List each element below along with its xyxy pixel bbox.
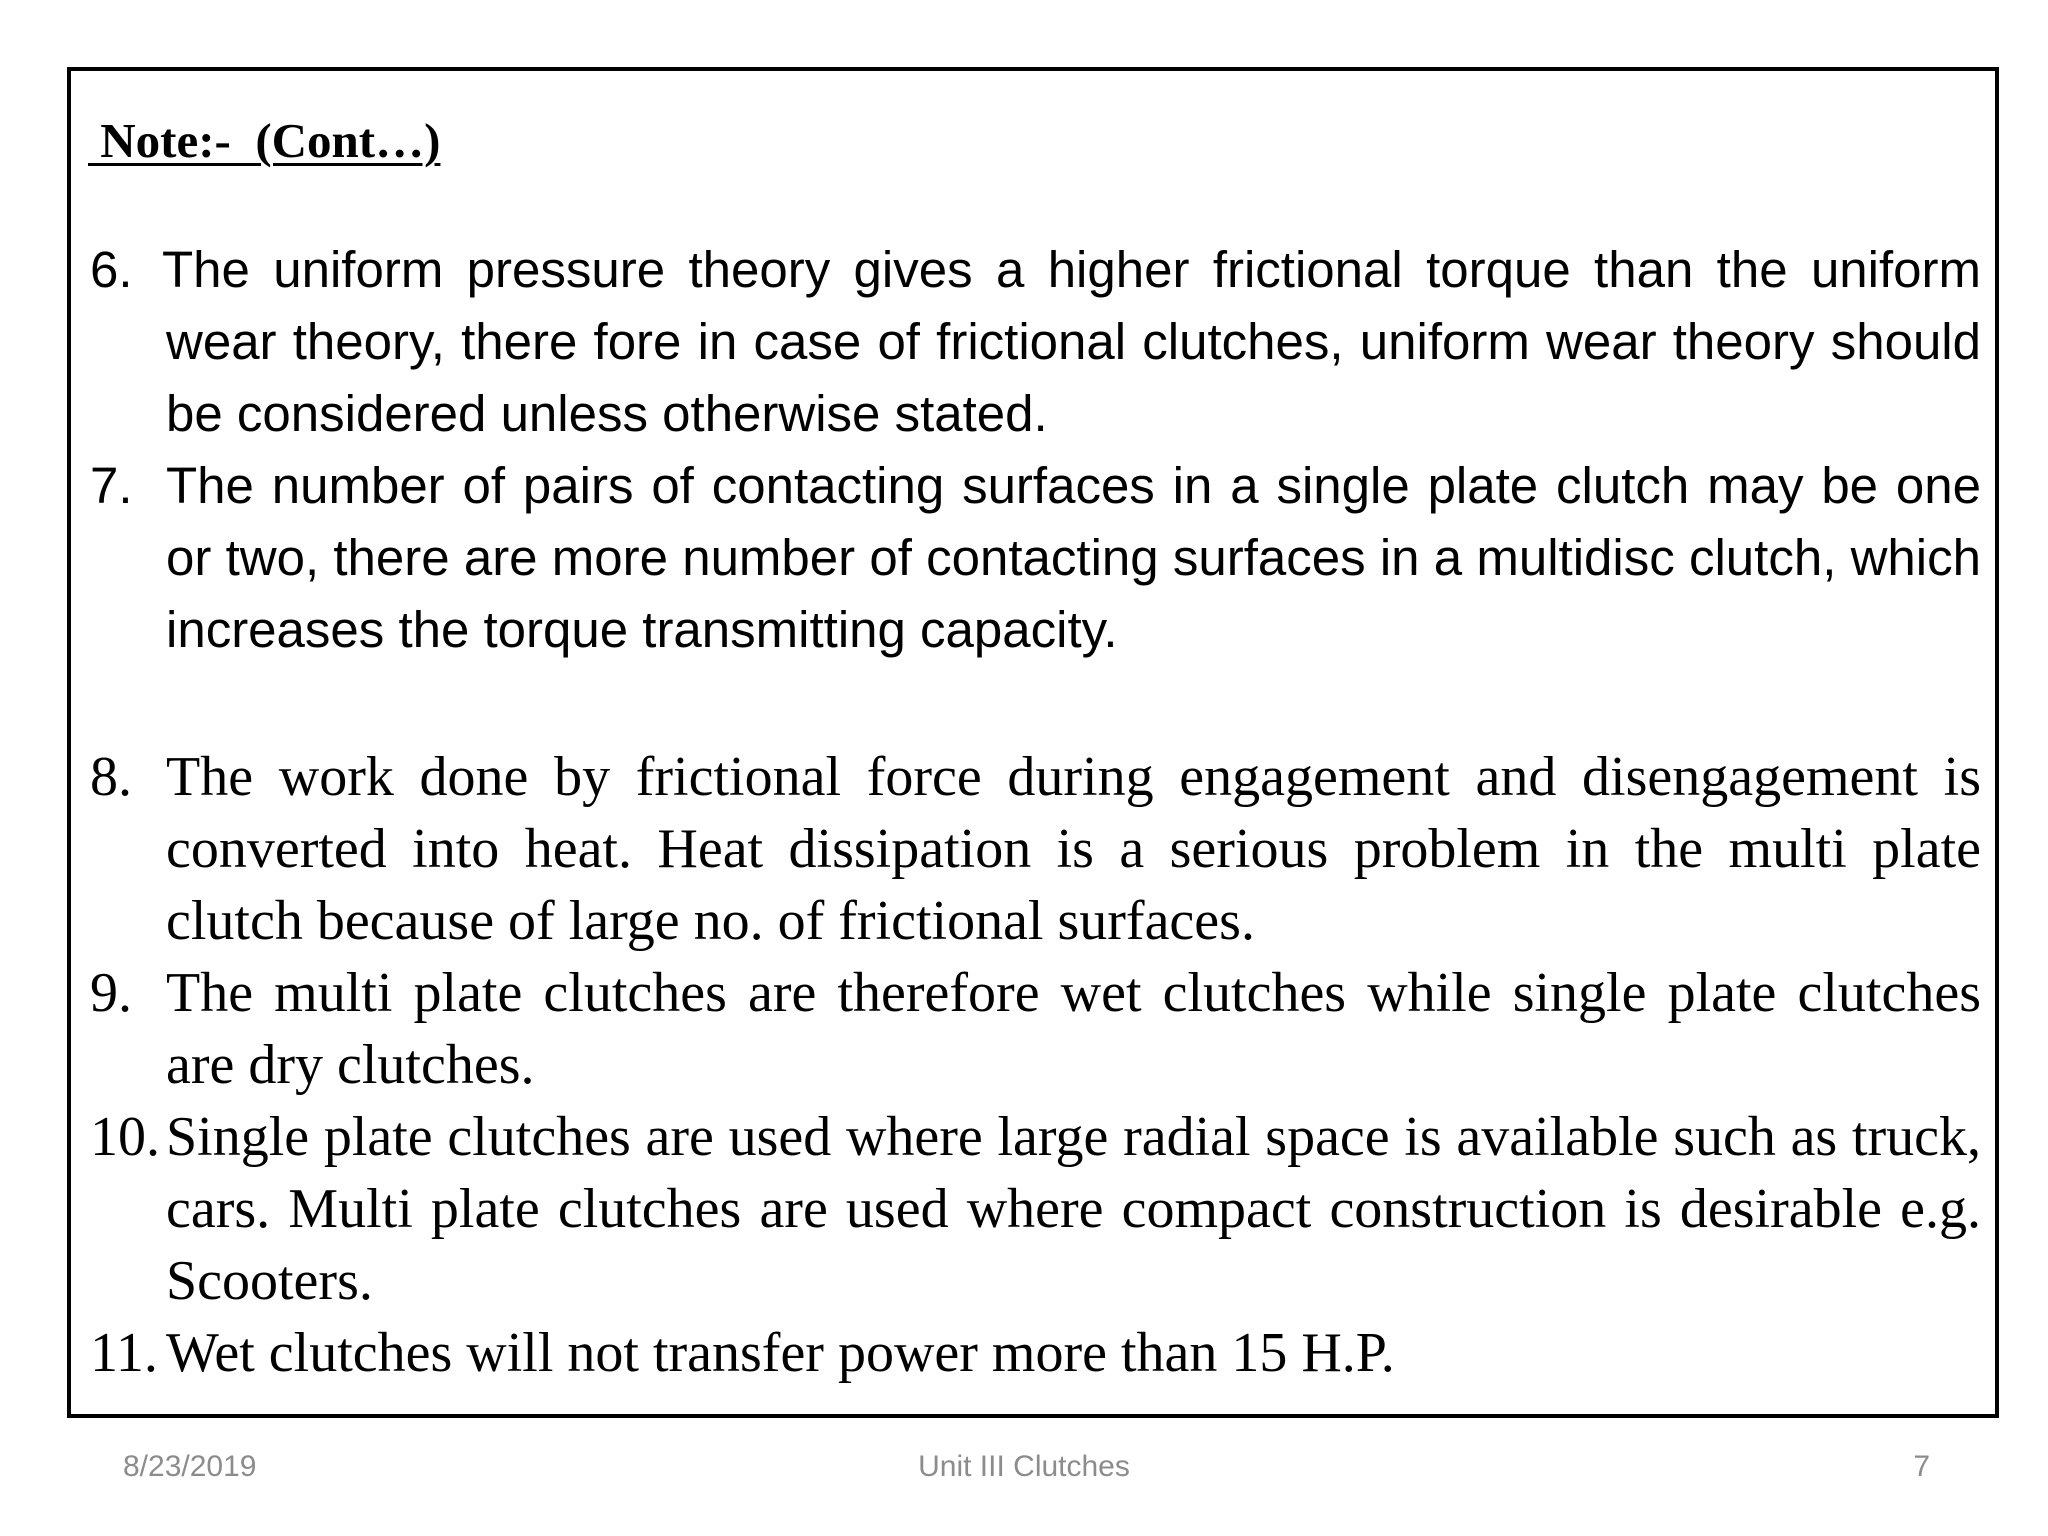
list-item-number: 9. [90,962,132,1024]
footer-date: 8/23/2019 [123,1450,257,1483]
list-item-text: The number of pairs of contacting surfaces in a single plate clutch may be one or two, there are more number of contacting surfaces in a multidisc clutch, which increases the torque transmitting capacity. [166,457,1981,658]
footer-page-number: 7 [1913,1450,1930,1483]
list-item-text: Wet clutches will not transfer power more than 15 H.P. [166,1322,1395,1384]
list-item-number: 6. [90,241,133,298]
list-item-6 [90,234,1981,450]
list-item-8 [90,741,1981,957]
list-item-7 [90,450,1981,666]
list-item-9 [90,957,1981,1101]
list-item-number: 7. [90,457,133,514]
list-item-text: Single plate clutches are used where large radial space is available such as truck, cars. Multi plate clutches are used where compact construction is desirable e.g. Scooters. [166,1106,1981,1312]
list-item-number: 11. [90,1322,158,1384]
list-item-10 [90,1101,1981,1317]
list-item-text: The work done by frictional force during engagement and disengagement is converted into heat. Heat dissipation is a serious problem in the multi plate clutch because of large no. of frictional surfaces. [166,746,1981,952]
footer-title: Unit III Clutches [918,1450,1130,1483]
list-item-11 [90,1317,1981,1389]
note-heading: Note:- (Cont…) [88,113,441,168]
list-item-number: 8. [90,746,132,808]
list-item-number: 10. [90,1106,160,1168]
list-item-text: The multi plate clutches are therefore wet clutches while single plate clutches are dry clutches. [166,962,1981,1096]
list-item-text: The uniform pressure theory gives a higher frictional torque than the uniform wear theory, there fore in case of frictional clutches, uniform wear theory should be considered unless otherwise stated. [162,241,1981,442]
